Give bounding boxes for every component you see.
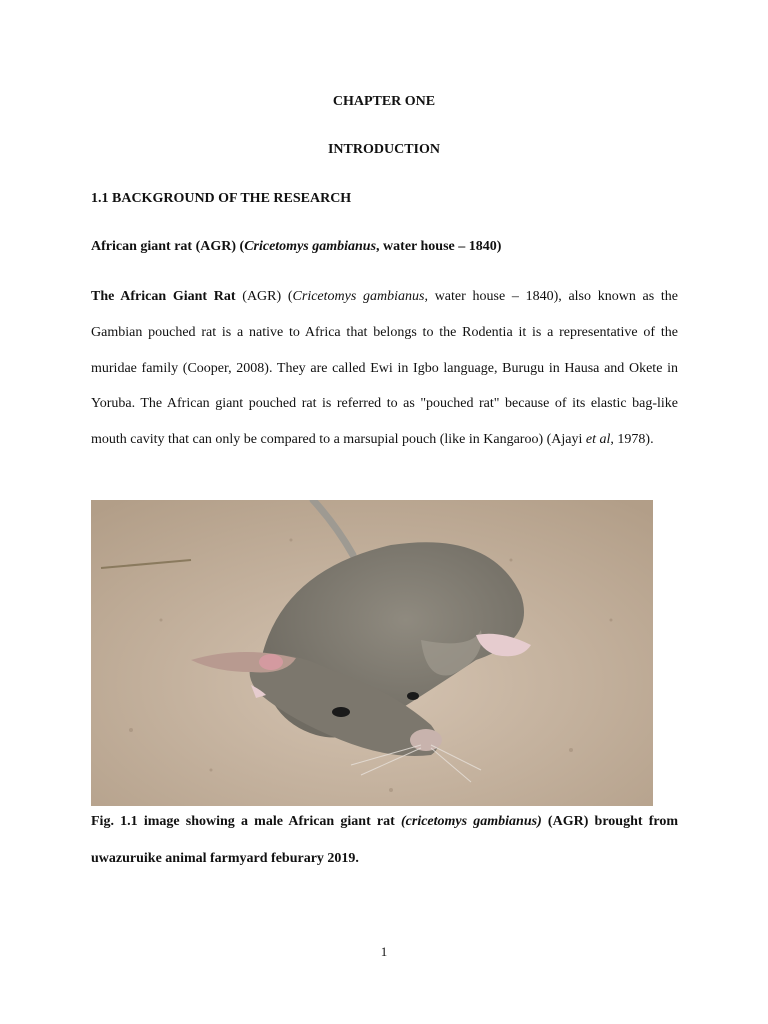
african-giant-rat-photo xyxy=(91,500,653,806)
figure-caption xyxy=(91,803,678,877)
intro-paragraph xyxy=(91,279,678,458)
paragraph-lead: The African Giant Rat xyxy=(91,289,236,304)
paragraph-part1: (AGR) ( xyxy=(235,289,293,304)
page-number: 1 xyxy=(380,944,388,959)
paragraph-etal: et al xyxy=(585,432,611,448)
species-subheading xyxy=(91,239,501,255)
paragraph-species: Cricetomys gambianus xyxy=(292,289,425,304)
caption-suffix: (AGR) brought from uwazuruike animal farmyard feburary 2019. xyxy=(91,814,678,866)
subheading-suffix: , water house – 1840) xyxy=(376,239,502,254)
subsection-title: 1.1 BACKGROUND OF THE RESEARCH xyxy=(91,191,352,206)
subheading-species: Cricetomys gambianus xyxy=(244,239,377,254)
subheading-prefix: African giant rat (AGR) ( xyxy=(91,239,245,254)
chapter-title: CHAPTER ONE xyxy=(332,94,436,109)
paragraph-part3: , 1978). xyxy=(610,432,654,448)
rat-photo-illustration xyxy=(91,500,653,806)
section-title: INTRODUCTION xyxy=(327,142,440,157)
caption-prefix: Fig. 1.1 image showing a male African giant rat xyxy=(91,814,401,829)
caption-species: (cricetomys gambianus) xyxy=(401,814,542,829)
paragraph-part2: , water house – 1840), also known as the Gambian pouched rat is a native to Africa that belongs to the Rodentia it is a representative of the muridae family (Cooper, 2008). They are called Ewi in Igbo language, Burugu in Hausa and Okete in Yoruba. The African giant pouched rat is referred to as "pouched rat" because of its elastic bag-like mouth cavity that can only be compared to a marsupial pouch (like in Kangaroo) (Ajayi xyxy=(91,289,679,448)
